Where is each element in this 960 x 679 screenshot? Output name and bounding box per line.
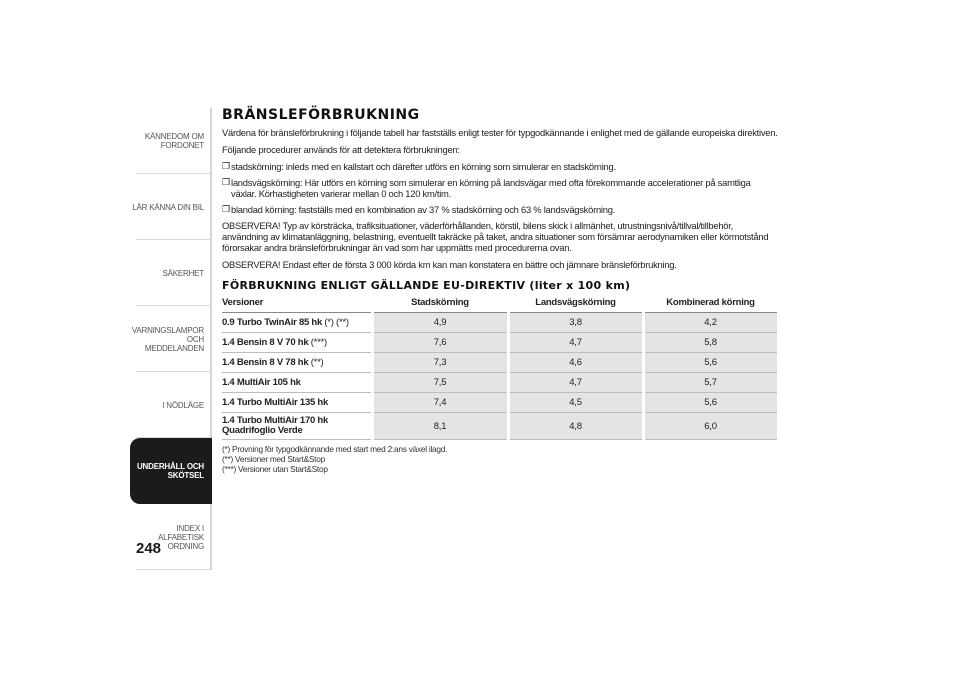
sidebar-item-label: UNDERHÅLL OCH SKÖTSEL <box>136 462 204 480</box>
highway-cell: 4,8 <box>508 413 643 440</box>
highway-cell: 4,7 <box>508 333 643 353</box>
version-name: 1.4 Bensin 8 V 78 hk <box>222 356 309 368</box>
checkbox-bullet-icon: ❒ <box>222 204 230 214</box>
version-cell <box>222 393 372 413</box>
consumption-table <box>222 295 780 440</box>
table-row <box>222 373 778 393</box>
sidebar-item-sakerhet[interactable] <box>130 240 212 306</box>
version-cell <box>222 333 372 353</box>
version-cell <box>222 413 372 440</box>
version-cell <box>222 353 372 373</box>
table-header-row <box>222 295 778 313</box>
table-row <box>222 353 778 373</box>
city-cell: 4,9 <box>372 313 508 333</box>
sidebar-item-index[interactable] <box>130 504 212 570</box>
table-row <box>222 333 778 353</box>
sidebar-item-label: KÄNNEDOM OM FORDONET <box>144 132 204 150</box>
bullet-text: landsvägskörning: Här utförs en körning som simulerar en körning på landsvägar med ofta förekommande accelerationer på samtliga växlar. Körhastigheten varierar mellan 0 och 120 km/tim. <box>231 177 751 199</box>
footnote: (***) Versioner utan Start&Stop <box>222 464 328 474</box>
sidebar-item-label: SÄKERHET <box>162 268 204 278</box>
column-header-landsvagskorning: Landsvägskörning <box>508 295 643 313</box>
table-row <box>222 393 778 413</box>
combined-cell: 4,2 <box>643 313 778 333</box>
city-cell: 7,5 <box>372 373 508 393</box>
table-row <box>222 313 778 333</box>
highway-cell: 4,5 <box>508 393 643 413</box>
version-cell <box>222 313 372 333</box>
chapter-sidebar <box>130 108 212 570</box>
combined-cell: 5,7 <box>643 373 778 393</box>
procedures-intro: Följande procedurer används för att detektera förbrukningen: <box>222 144 460 155</box>
bullet-text: stadskörning: inleds med en kallstart och därefter utförs en körning som simulerar en stadskörning. <box>231 161 616 172</box>
combined-cell: 5,8 <box>643 333 778 353</box>
intro-paragraph: Värdena för bränsleförbrukning i följande tabell har fastställs enligt tester för typgodkännande i enlighet med de gällande europeiska direktiven. <box>222 127 778 138</box>
version-note: (***) <box>310 336 327 348</box>
sidebar-item-lar-kanna[interactable] <box>130 174 212 240</box>
column-header-versioner: Versioner <box>222 295 372 313</box>
note-paragraph: OBSERVERA! Typ av körsträcka, trafiksituationer, väderförhållanden, körstil, bilens skick i allmänhet, utrustningsnivå/tillval/tillbehör, användning av klimatanläggning, belastning, eventuellt takräcke på taket, andra situationer som försämrar aerodynamiken eller körmotstånd förorsakar andra bränsleförbrukningar än vad som har uppmätts med procedurerna ovan. <box>222 220 769 253</box>
city-cell: 7,4 <box>372 393 508 413</box>
bullet-item <box>222 204 778 215</box>
version-note: (**) <box>310 356 324 368</box>
sidebar-item-underhall[interactable] <box>130 438 212 504</box>
bullet-text: blandad körning: fastställs med en kombination av 37 % stadskörning och 63 % landsvägskörning. <box>231 204 616 215</box>
city-cell: 7,3 <box>372 353 508 373</box>
sidebar-item-i-nodlage[interactable] <box>130 372 212 438</box>
highway-cell: 4,6 <box>508 353 643 373</box>
checkbox-bullet-icon: ❒ <box>222 161 230 171</box>
version-name: 1.4 Bensin 8 V 70 hk <box>222 336 309 348</box>
footnote: (*) Provning för typgodkännande med start med 2:ans växel ilagd. <box>222 444 448 454</box>
version-name: 1.4 MultiAir 105 hk <box>222 376 301 388</box>
version-note: (*) (**) <box>324 316 349 328</box>
sidebar-item-label: INDEX I ALFABETISK ORDNING <box>157 523 204 551</box>
version-name: 1.4 Turbo MultiAir 135 hk <box>222 396 329 408</box>
table-row <box>222 413 778 440</box>
combined-cell: 6,0 <box>643 413 778 440</box>
main-content <box>222 107 778 474</box>
checkbox-bullet-icon: ❒ <box>222 177 230 187</box>
footnote: (**) Versioner med Start&Stop <box>222 454 325 464</box>
version-name: 0.9 Turbo TwinAir 85 hk <box>222 316 322 328</box>
bullet-item <box>222 177 778 199</box>
column-header-stadskorning: Stadskörning <box>372 295 508 313</box>
sidebar-item-kannedom[interactable] <box>130 108 212 174</box>
page-number: 248 <box>136 540 162 557</box>
sidebar-item-varningslampor[interactable] <box>130 306 212 372</box>
footnotes <box>222 444 778 474</box>
version-cell <box>222 373 372 393</box>
city-cell: 8,1 <box>372 413 508 440</box>
table-title: FÖRBRUKNING ENLIGT GÄLLANDE EU-DIREKTIV (liter x 100 km) <box>222 279 631 292</box>
sidebar-item-label: LÄR KÄNNA DIN BIL <box>132 202 204 212</box>
combined-cell: 5,6 <box>643 393 778 413</box>
note-paragraph: OBSERVERA! Endast efter de första 3 000 körda km kan man konstatera en bättre och jämnare bränsleförbrukning. <box>222 259 677 270</box>
bullet-item <box>222 161 778 172</box>
page-title: BRÄNSLEFÖRBRUKNING <box>222 107 420 123</box>
sidebar-item-label: VARNINGSLAMPOR OCH MEDDELANDEN <box>131 325 204 353</box>
sidebar-item-label: I NÖDLÄGE <box>162 400 204 410</box>
highway-cell: 4,7 <box>508 373 643 393</box>
version-name: 1.4 Turbo MultiAir 170 hk Quadrifoglio Verde <box>222 415 329 436</box>
combined-cell: 5,6 <box>643 353 778 373</box>
column-header-kombinerad: Kombinerad körning <box>643 295 778 313</box>
highway-cell: 3,8 <box>508 313 643 333</box>
city-cell: 7,6 <box>372 333 508 353</box>
